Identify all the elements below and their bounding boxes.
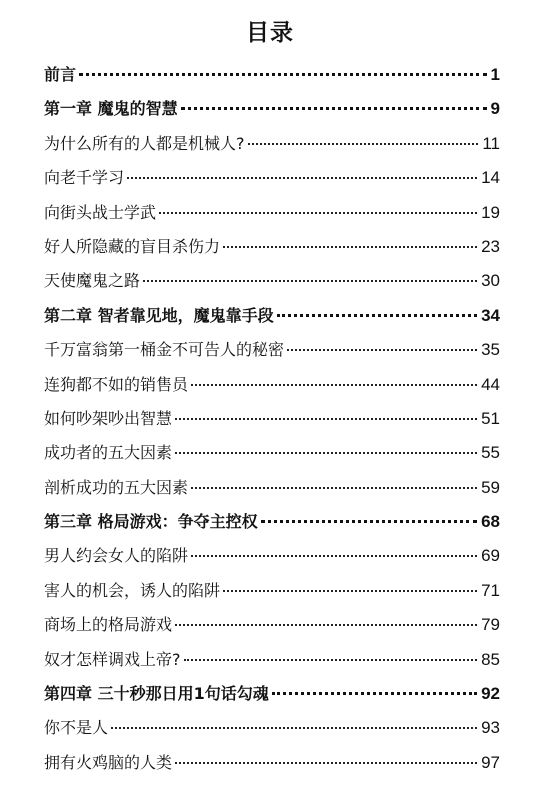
toc-list [44,58,500,780]
toc-page-number: 68 [481,512,500,532]
toc-chapter-entry [44,505,500,539]
toc-entry-title: 前言 [44,65,77,84]
toc-section-entry [44,471,500,505]
toc-page-number: 97 [481,752,500,772]
toc-page-number: 59 [481,477,500,497]
toc-page-number: 55 [481,443,500,463]
toc-entry-title: 向街头战士学武 [44,202,157,222]
toc-dot-leader [184,659,478,661]
toc-chapter-entry [44,92,500,126]
toc-chapter-entry [44,677,500,711]
toc-section-entry [44,264,500,298]
toc-page-number: 9 [490,99,500,119]
page-title: 目录 [246,20,294,46]
toc-section-entry [44,539,500,573]
toc-entry-title: 拥有火鸡脑的人类 [44,752,173,772]
toc-entry-title: 害人的机会，诱人的陷阱 [44,580,221,600]
toc-page-number: 69 [481,546,500,566]
toc-section-entry [44,127,500,161]
toc-dot-leader [175,418,477,420]
toc-dot-leader [79,73,487,76]
toc-section-entry [44,574,500,608]
toc-entry-title: 第一章 魔鬼的智慧 [44,99,178,119]
toc-dot-leader [248,143,479,145]
toc-entry-title: 剖析成功的五大因素 [44,477,189,497]
toc-page-number: 19 [481,202,500,222]
toc-page-number: 11 [482,133,500,153]
toc-section-entry [44,196,500,230]
toc-entry-title: 男人约会女人的陷阱 [44,546,189,566]
toc-section-entry [44,608,500,642]
toc-dot-leader [175,452,477,454]
toc-dot-leader [111,727,477,729]
toc-entry-title: 如何吵架吵出智慧 [44,408,173,428]
toc-entry-title: 第二章 智者靠见地，魔鬼靠手段 [44,305,274,325]
toc-dot-leader [191,555,477,557]
toc-section-entry [44,402,500,436]
toc-entry-title: 千万富翁第一桶金不可告人的秘密 [44,340,285,360]
toc-dot-leader [277,314,478,317]
toc-dot-leader [175,762,477,764]
toc-page-number: 30 [481,271,500,291]
toc-entry-title: 第三章 格局游戏：争夺主控权 [44,512,258,532]
toc-entry-title: 你不是人 [44,718,109,738]
toc-entry-title: 连狗都不如的销售员 [44,374,189,394]
toc-section-entry [44,368,500,402]
toc-page-number: 92 [481,684,500,704]
toc-page-number: 79 [481,615,500,635]
toc-dot-leader [127,177,477,179]
toc-page-number: 35 [481,340,500,360]
toc-section-entry [44,333,500,367]
toc-page-number: 85 [481,649,500,669]
toc-section-entry [44,643,500,677]
toc-entry-title: 奴才怎样调戏上帝? [44,649,181,669]
toc-page-number: 51 [481,408,500,428]
toc-page-number: 1 [490,65,500,84]
toc-section-entry [44,161,500,195]
toc-dot-leader [143,280,477,282]
toc-dot-leader [272,692,477,695]
toc-entry-title: 好人所隐藏的盲目杀伤力 [44,236,221,256]
toc-page-number: 23 [481,236,500,256]
toc-dot-leader [287,349,477,351]
toc-dot-leader [223,590,477,592]
toc-dot-leader [191,384,477,386]
toc-entry-title: 商场上的格局游戏 [44,615,173,635]
toc-entry-title: 向老千学习 [44,168,125,188]
toc-section-entry [44,711,500,745]
toc-section-entry [44,746,500,780]
toc-dot-leader [175,624,477,626]
toc-page-number: 44 [481,374,500,394]
toc-chapter-entry [44,58,500,92]
toc-page-number: 14 [481,168,500,188]
toc-dot-leader [261,520,478,523]
toc-page-number: 93 [481,718,500,738]
toc-dot-leader [181,107,487,110]
toc-entry-title: 天使魔鬼之路 [44,271,141,291]
toc-page-number: 71 [481,580,500,600]
toc-dot-leader [191,487,477,489]
toc-chapter-entry [44,299,500,333]
toc-dot-leader [223,246,477,248]
toc-entry-title: 第四章 三十秒那日用1句话勾魂 [44,684,269,704]
toc-section-entry [44,230,500,264]
toc-entry-title: 成功者的五大因素 [44,443,173,463]
toc-page-number: 34 [481,305,500,325]
toc-dot-leader [159,212,477,214]
toc-entry-title: 为什么所有的人都是机械人? [44,133,245,153]
toc-section-entry [44,436,500,470]
